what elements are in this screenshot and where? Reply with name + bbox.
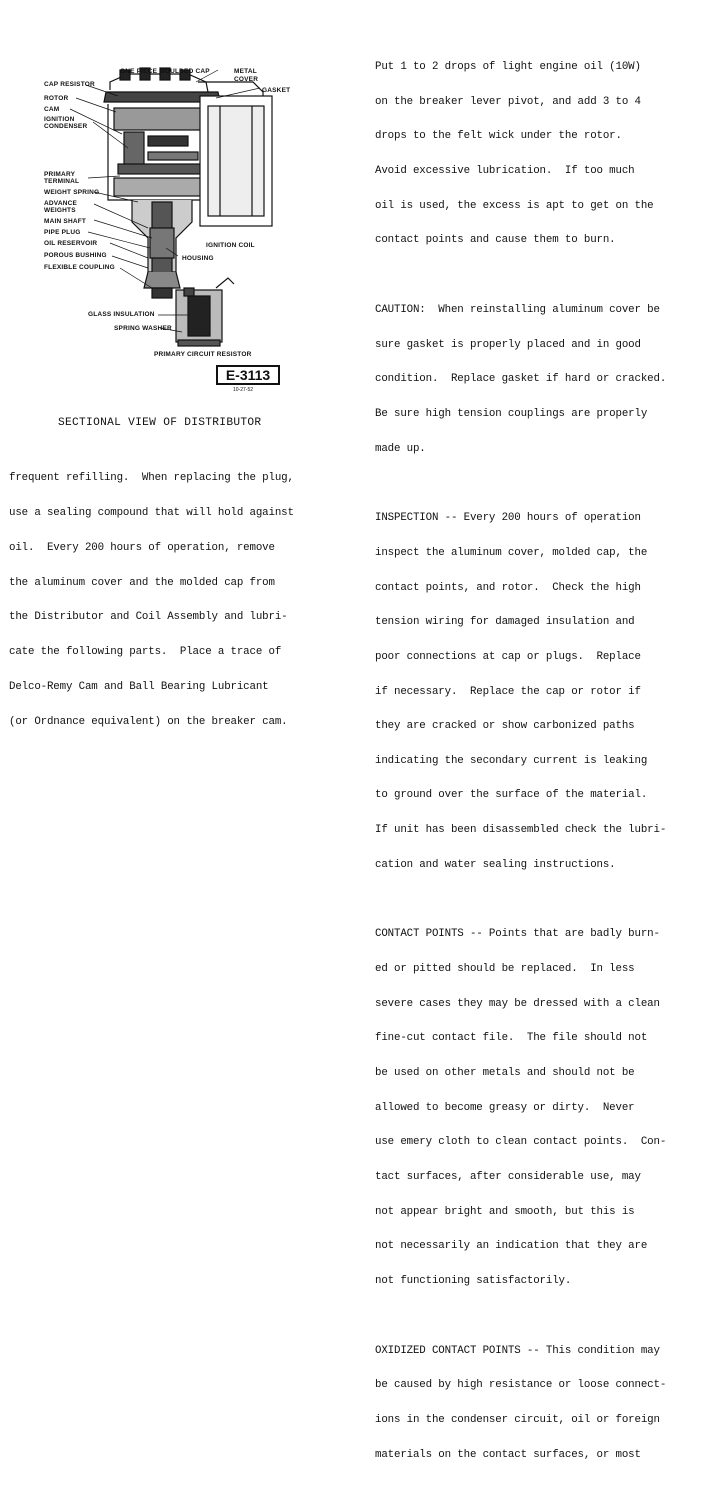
figure-caption: SECTIONAL VIEW OF DISTRIBUTOR xyxy=(58,417,262,429)
label-metal: METAL xyxy=(234,68,257,75)
text-line: Delco-Remy Cam and Ball Bearing Lubricant xyxy=(9,680,269,693)
text-line: the Distributor and Coil Assembly and lubri- xyxy=(9,611,288,624)
label-primary-circuit-resistor: PRIMARY CIRCUIT RESISTOR xyxy=(154,351,252,358)
text-line: if necessary. Replace the cap or rotor if xyxy=(375,685,641,698)
text-line: (or Ordnance equivalent) on the breaker cam. xyxy=(9,715,288,728)
label-weight-spring: WEIGHT SPRING xyxy=(44,189,100,196)
paragraph-caution xyxy=(375,282,715,478)
text-line: not necessarily an indication that they are xyxy=(375,1240,648,1253)
label-cap-resistor: CAP RESISTOR xyxy=(44,81,95,88)
text-line: oil. Every 200 hours of operation, remove xyxy=(9,541,275,554)
text-line: Be sure high tension couplings are properly xyxy=(375,407,648,420)
label-flexible-coupling: FLEXIBLE COUPLING xyxy=(44,264,115,271)
text-line: drops to the felt wick under the rotor. xyxy=(375,130,622,143)
text-line: contact points, and rotor. Check the high xyxy=(375,581,641,594)
text-line: frequent refilling. When replacing the plug, xyxy=(9,472,294,485)
label-ignition: IGNITION xyxy=(44,116,75,123)
text-line: tact surfaces, after considerable use, may xyxy=(375,1170,641,1183)
text-line: use emery cloth to clean contact points. Con- xyxy=(375,1136,667,1149)
text-line: made up. xyxy=(375,442,426,455)
text-line: Avoid excessive lubrication. If too much xyxy=(375,165,635,178)
label-cover: COVER xyxy=(234,76,259,83)
text-line: cation and water sealing instructions. xyxy=(375,858,616,871)
text-line: they are cracked or show carbonized paths xyxy=(375,720,635,733)
text-line: not functioning satisfactorily. xyxy=(375,1274,572,1287)
label-cam: CAM xyxy=(44,106,60,113)
text-line: be caused by high resistance or loose connect- xyxy=(375,1379,667,1392)
left-column-text xyxy=(9,450,339,751)
label-ignition-coil: IGNITION COIL xyxy=(206,242,255,249)
text-line: oil is used, the excess is apt to get on the xyxy=(375,199,654,212)
label-oil-reservoir: OIL RESERVOIR xyxy=(44,240,98,247)
text-line: ions in the condenser circuit, oil or foreign xyxy=(375,1413,660,1426)
figure-number-box: E-3113 xyxy=(216,365,280,385)
label-gasket: GASKET xyxy=(262,87,291,94)
text-line: CONTACT POINTS -- Points that are badly burn- xyxy=(375,928,660,941)
figure-date: 10-27-52 xyxy=(233,387,254,393)
label-terminal: TERMINAL xyxy=(44,178,80,185)
label-rotor: ROTOR xyxy=(44,95,69,102)
text-line: tension wiring for damaged insulation and xyxy=(375,616,635,629)
label-porous-bushing: POROUS BUSHING xyxy=(44,252,107,259)
label-housing: HOUSING xyxy=(182,255,214,262)
paragraph-contact-points xyxy=(375,906,715,1310)
text-line: the aluminum cover and the molded cap from xyxy=(9,576,275,589)
label-primary: PRIMARY xyxy=(44,171,76,178)
text-line: sure gasket is properly placed and in good xyxy=(375,338,641,351)
text-line: on the breaker lever pivot, and add 3 to 4 xyxy=(375,95,641,108)
text-line: CAUTION: When reinstalling aluminum cover be xyxy=(375,304,660,317)
paragraph-inspection xyxy=(375,490,715,894)
paragraph-lubrication xyxy=(375,39,715,270)
text-line: inspect the aluminum cover, molded cap, the xyxy=(375,546,648,559)
right-column-text xyxy=(375,39,715,1496)
text-line: If unit has been disassembled check the lubri- xyxy=(375,824,667,837)
label-pipe-plug: PIPE PLUG xyxy=(44,229,81,236)
text-line: INSPECTION -- Every 200 hours of operation xyxy=(375,512,641,525)
text-line: fine-cut contact file. The file should not xyxy=(375,1032,648,1045)
text-line: contact points and cause them to burn. xyxy=(375,234,616,247)
text-line: Put 1 to 2 drops of light engine oil (10W) xyxy=(375,61,641,74)
label-main-shaft: MAIN SHAFT xyxy=(44,218,87,225)
label-one-piece-cap: ONE PIECE MOULDED CAP xyxy=(120,68,210,75)
text-line: poor connections at cap or plugs. Replace xyxy=(375,650,641,663)
label-weights: WEIGHTS xyxy=(44,207,76,214)
text-line: not appear bright and smooth, but this is xyxy=(375,1205,635,1218)
text-line: severe cases they may be dressed with a clean xyxy=(375,997,660,1010)
distributor-drawing xyxy=(48,52,338,397)
label-glass-insulation: GLASS INSULATION xyxy=(88,311,155,318)
paragraph-oxidized-contact-points xyxy=(375,1323,715,1485)
text-line: cate the following parts. Place a trace of xyxy=(9,646,282,659)
text-line: use a sealing compound that will hold against xyxy=(9,506,294,519)
text-line: be used on other metals and should not be xyxy=(375,1067,635,1080)
text-line: ed or pitted should be replaced. In less xyxy=(375,963,635,976)
label-condenser: CONDENSER xyxy=(44,123,88,130)
text-line: allowed to become greasy or dirty. Never xyxy=(375,1101,635,1114)
text-line: condition. Replace gasket if hard or cracked. xyxy=(375,373,667,386)
text-line: OXIDIZED CONTACT POINTS -- This condition may xyxy=(375,1344,660,1357)
text-line: materials on the contact surfaces, or most xyxy=(375,1448,641,1461)
distributor-figure xyxy=(44,52,338,397)
text-line: to ground over the surface of the material. xyxy=(375,789,648,802)
label-spring-washer: SPRING WASHER xyxy=(114,325,172,332)
text-line: indicating the secondary current is leaking xyxy=(375,754,648,767)
label-advance: ADVANCE xyxy=(44,200,78,207)
